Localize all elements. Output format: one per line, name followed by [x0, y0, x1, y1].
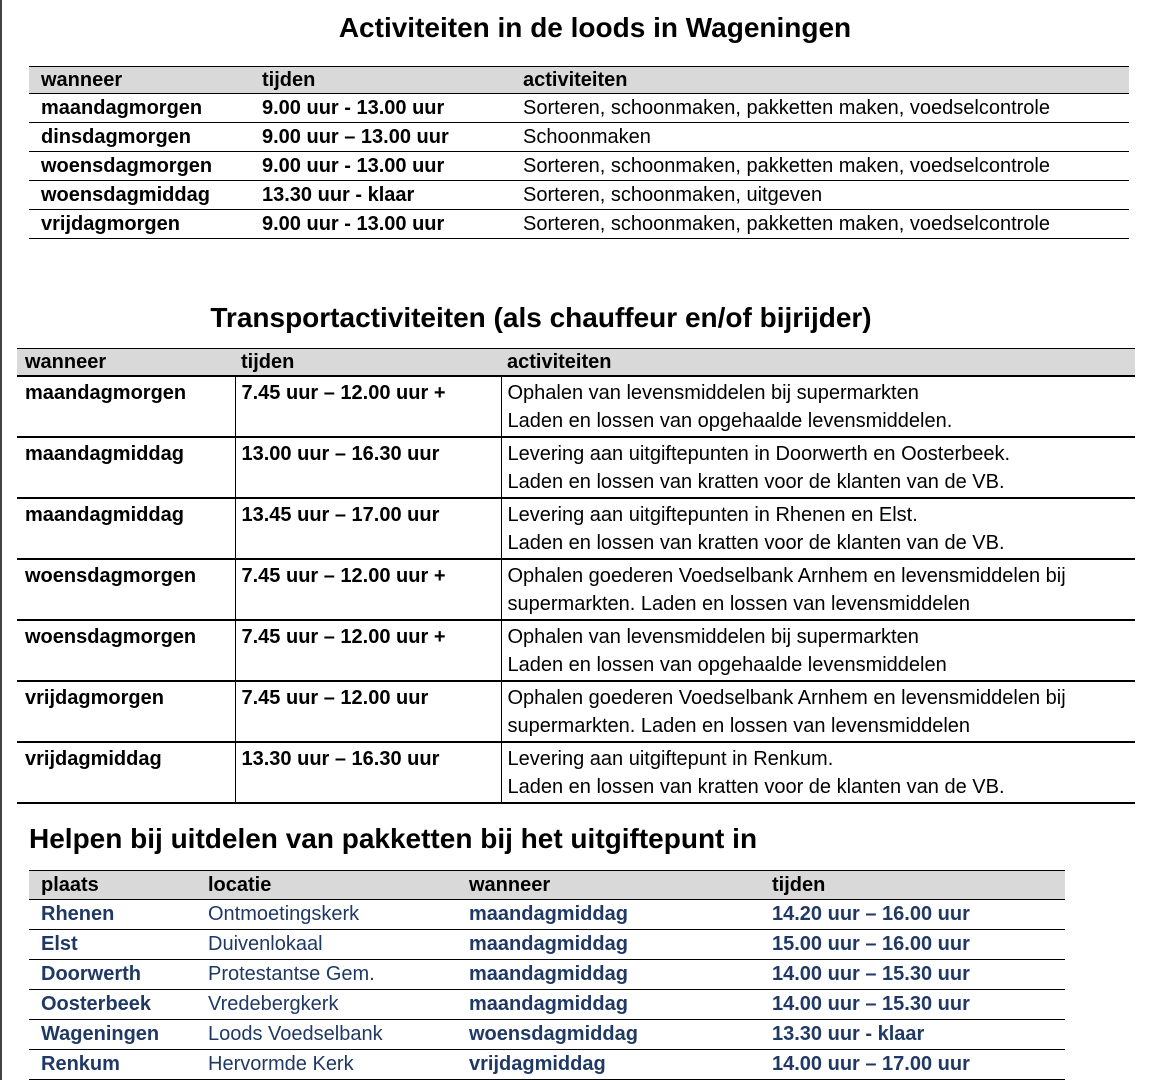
page-left-border	[0, 0, 2, 1080]
table-row	[29, 210, 1129, 239]
uitgifte-title: Helpen bij uitdelen van pakketten bij het uitgiftepunt in	[29, 823, 758, 854]
cell-tijden: 15.00 uur – 16.00 uur	[772, 930, 1065, 960]
table-row	[29, 94, 1129, 123]
table-row	[29, 960, 1065, 990]
cell-tijden: 7.45 uur – 12.00 uur	[235, 681, 501, 742]
cell-activiteiten: Sorteren, schoonmaken, uitgeven	[523, 181, 1129, 210]
table-row	[29, 930, 1065, 960]
cell-tijden: 7.45 uur – 12.00 uur +	[235, 376, 501, 437]
cell-wanneer: maandagmiddag	[17, 437, 235, 498]
table-row	[29, 181, 1129, 210]
table-row	[29, 123, 1129, 152]
cell-plaats: Oosterbeek	[29, 990, 208, 1020]
cell-wanneer: woensdagmorgen	[29, 152, 262, 181]
cell-plaats: Doorwerth	[29, 960, 208, 990]
cell-wanneer: woensdagmiddag	[29, 181, 262, 210]
table-row	[17, 498, 1135, 559]
cell-tijden: 13.30 uur - klaar	[772, 1020, 1065, 1050]
table-row	[17, 376, 1135, 437]
column-header-tijden: tijden	[262, 67, 523, 94]
cell-activiteiten: Levering aan uitgiftepunten in Rhenen en Elst. Laden en lossen van kratten voor de klanten van de VB.	[501, 498, 1135, 559]
cell-activiteiten: Levering aan uitgiftepunten in Doorwerth en Oosterbeek. Laden en lossen van kratten voor de klanten van de VB.	[501, 437, 1135, 498]
table-row	[29, 152, 1129, 181]
uitgifte-table	[29, 870, 1065, 1080]
column-header-activiteiten: activiteiten	[501, 349, 1135, 377]
cell-wanneer: vrijdagmorgen	[29, 210, 262, 239]
cell-tijden: 14.20 uur – 16.00 uur	[772, 900, 1065, 930]
table-header-row	[29, 871, 1065, 900]
cell-wanneer: maandagmiddag	[469, 900, 772, 930]
cell-tijden: 9.00 uur - 13.00 uur	[262, 210, 523, 239]
cell-tijden: 14.00 uur – 15.30 uur	[772, 960, 1065, 990]
cell-locatie: Ontmoetingskerk	[208, 900, 469, 930]
cell-locatie: Vredebergkerk	[208, 990, 469, 1020]
cell-tijden: 13.45 uur – 17.00 uur	[235, 498, 501, 559]
column-header-plaats: plaats	[29, 871, 208, 900]
column-header-tijden: tijden	[235, 349, 501, 377]
cell-tijden: 13.30 uur – 16.30 uur	[235, 742, 501, 803]
cell-activiteiten: Ophalen goederen Voedselbank Arnhem en levensmiddelen bij supermarkten. Laden en lossen van levensmiddelen	[501, 559, 1135, 620]
cell-wanneer: woensdagmorgen	[17, 620, 235, 681]
cell-wanneer: maandagmiddag	[17, 498, 235, 559]
table-row	[29, 1050, 1065, 1080]
cell-wanneer: vrijdagmorgen	[17, 681, 235, 742]
cell-tijden: 13.00 uur – 16.30 uur	[235, 437, 501, 498]
column-header-activiteiten: activiteiten	[523, 67, 1129, 94]
cell-activiteiten: Sorteren, schoonmaken, pakketten maken, voedselcontrole	[523, 94, 1129, 123]
cell-activiteiten: Ophalen goederen Voedselbank Arnhem en levensmiddelen bij supermarkten. Laden en lossen van levensmiddelen	[501, 681, 1135, 742]
cell-wanneer: vrijdagmiddag	[17, 742, 235, 803]
cell-locatie: Hervormde Kerk	[208, 1050, 469, 1080]
cell-wanneer: maandagmiddag	[469, 960, 772, 990]
transport-title: Transportactiviteiten (als chauffeur en/of bijrijder)	[210, 302, 872, 333]
cell-tijden: 14.00 uur – 17.00 uur	[772, 1050, 1065, 1080]
cell-tijden: 7.45 uur – 12.00 uur +	[235, 620, 501, 681]
table-row	[29, 990, 1065, 1020]
cell-locatie: Duivenlokaal	[208, 930, 469, 960]
cell-wanneer: woensdagmorgen	[17, 559, 235, 620]
cell-plaats: Elst	[29, 930, 208, 960]
cell-tijden: 14.00 uur – 15.30 uur	[772, 990, 1065, 1020]
cell-wanneer: maandagmiddag	[469, 930, 772, 960]
loods-title: Activiteiten in de loods in Wageningen	[338, 12, 852, 43]
cell-wanneer: dinsdagmorgen	[29, 123, 262, 152]
cell-plaats: Renkum	[29, 1050, 208, 1080]
table-row	[17, 620, 1135, 681]
column-header-wanneer: wanneer	[17, 349, 235, 377]
transport-table	[17, 348, 1135, 804]
table-row	[29, 1020, 1065, 1050]
cell-activiteiten: Ophalen van levensmiddelen bij supermarkten Laden en lossen van opgehaalde levensmiddelen	[501, 620, 1135, 681]
cell-wanneer: woensdagmiddag	[469, 1020, 772, 1050]
table-row	[29, 900, 1065, 930]
table-row	[17, 742, 1135, 803]
table-row	[17, 437, 1135, 498]
cell-activiteiten: Ophalen van levensmiddelen bij supermarkten Laden en lossen van opgehaalde levensmiddelen.	[501, 376, 1135, 437]
column-header-locatie: locatie	[208, 871, 469, 900]
cell-plaats: Wageningen	[29, 1020, 208, 1050]
cell-wanneer: vrijdagmiddag	[469, 1050, 772, 1080]
table-row	[17, 681, 1135, 742]
cell-tijden: 13.30 uur - klaar	[262, 181, 523, 210]
cell-wanneer: maandagmorgen	[29, 94, 262, 123]
table-header-row	[29, 67, 1129, 94]
cell-activiteiten: Schoonmaken	[523, 123, 1129, 152]
cell-tijden: 9.00 uur – 13.00 uur	[262, 123, 523, 152]
cell-locatie: Loods Voedselbank	[208, 1020, 469, 1050]
cell-tijden: 9.00 uur - 13.00 uur	[262, 152, 523, 181]
cell-wanneer: maandagmorgen	[17, 376, 235, 437]
cell-activiteiten: Levering aan uitgiftepunt in Renkum. Laden en lossen van kratten voor de klanten van de VB.	[501, 742, 1135, 803]
table-header-row	[17, 349, 1135, 377]
loods-table	[29, 66, 1129, 239]
column-header-wanneer: wanneer	[29, 67, 262, 94]
cell-wanneer: maandagmiddag	[469, 990, 772, 1020]
cell-tijden: 7.45 uur – 12.00 uur +	[235, 559, 501, 620]
cell-plaats: Rhenen	[29, 900, 208, 930]
cell-activiteiten: Sorteren, schoonmaken, pakketten maken, voedselcontrole	[523, 210, 1129, 239]
column-header-tijden: tijden	[772, 871, 1065, 900]
table-row	[17, 559, 1135, 620]
cell-tijden: 9.00 uur - 13.00 uur	[262, 94, 523, 123]
cell-locatie: Protestantse Gem.	[208, 960, 469, 990]
column-header-wanneer: wanneer	[469, 871, 772, 900]
cell-activiteiten: Sorteren, schoonmaken, pakketten maken, voedselcontrole	[523, 152, 1129, 181]
